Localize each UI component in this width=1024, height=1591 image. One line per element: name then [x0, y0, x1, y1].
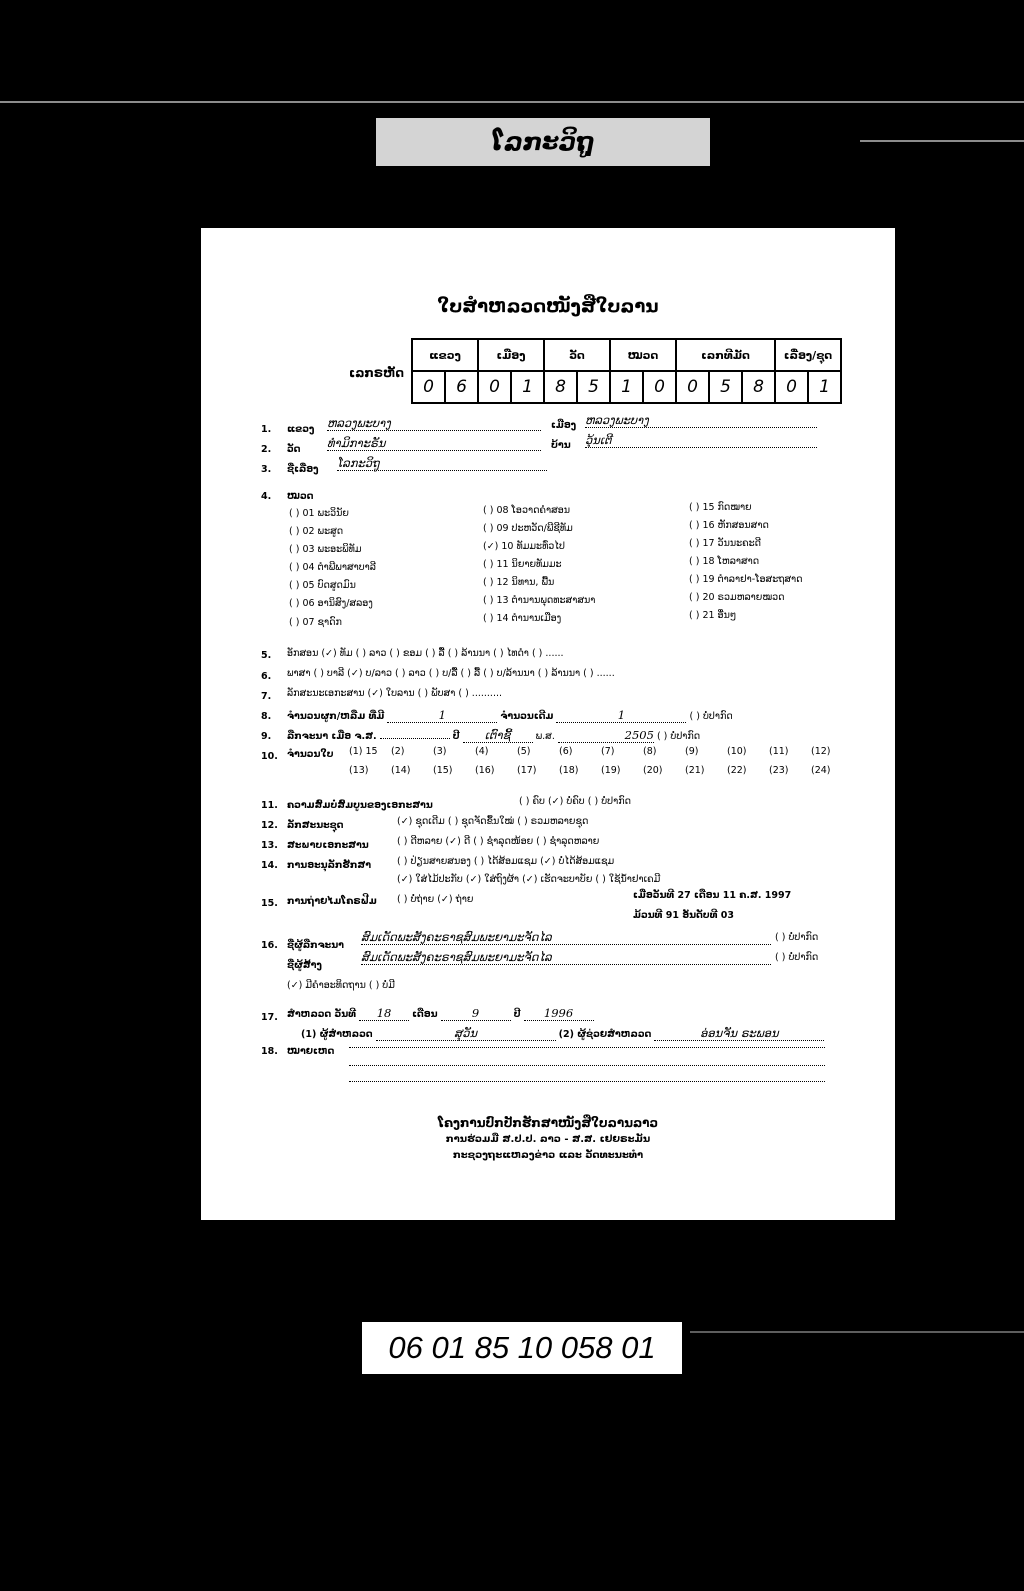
code-header: ວັດ	[544, 339, 610, 371]
surveyor-label: (1) ຜູ້ສຳຫລວດ	[301, 1029, 373, 1040]
code-header: ເມືອງ	[478, 339, 544, 371]
temple-value: ທຳມິກາະຣັນ	[327, 436, 386, 450]
category-option: ( ) 16 ຫັກສອນສາດ	[689, 520, 769, 531]
field-number: 8.	[261, 711, 272, 722]
leaf-count: (6)	[559, 746, 573, 757]
survey-month: 9	[471, 1006, 480, 1020]
category-option: ( ) 21 ອື່ນໆ	[689, 610, 737, 621]
leaf-count: (7)	[601, 746, 615, 757]
sponsor-label: ຊື່ຜູ້ສ້າງ	[287, 960, 322, 971]
category-option: ( ) 01 ພະວິນັຍ	[289, 508, 349, 519]
code-digit: 0	[412, 371, 445, 403]
leaf-count: (22)	[727, 765, 747, 776]
district-value: ຫລວງພະບາງ	[585, 413, 649, 427]
survey-form	[201, 228, 895, 1220]
scribe-label: ຊື່ຜູ້ລືກຈະນາ	[287, 940, 344, 951]
bundles-label: ຈຳນວນຜູກ/ຫລືມ ທີ່ມີ	[287, 711, 385, 722]
code-digit: 5	[709, 371, 742, 403]
leaf-count: (16)	[475, 765, 495, 776]
date-unknown: ( ) ບໍ່ປາກົດ	[656, 731, 701, 742]
leaf-count: (5)	[517, 746, 531, 757]
category-option: ( ) 20 ຣວມຫລາຍໝວດ	[689, 592, 785, 603]
category-option: ( ) 08 ໂອວາດຄຳສອນ	[483, 505, 571, 516]
title-value: ໂລກະວິຖູ	[337, 456, 380, 470]
field-number: 15.	[261, 898, 278, 909]
assistant-label: (2) ຜູ້ຊ່ວຍສຳຫລວດ	[558, 1029, 652, 1040]
code-digit: 5	[577, 371, 610, 403]
field-number: 11.	[261, 800, 278, 811]
category-option: ( ) 19 ຕຳລາຢາ-ໂອສະຖສາດ	[689, 574, 803, 585]
leaf-count: (24)	[811, 765, 831, 776]
field-number: 12.	[261, 820, 278, 831]
leaf-count: (20)	[643, 765, 663, 776]
footer-project: ໂຄງການປົກປັກຮັກສາໜັງສືໃບລານລາວ	[437, 1116, 659, 1130]
set-label: ລັກສະນະຊຸດ	[287, 820, 344, 831]
leaf-count: (18)	[559, 765, 579, 776]
scribe-value: ສົມເດັດພະສັງຄະຣາຊສົມພະຍາມະຈັດໄລ	[361, 930, 552, 944]
leaf-count: (15)	[433, 765, 453, 776]
temple-label: ວັດ	[287, 444, 301, 455]
written-label: ລືກຈະນາ ເມື່ອ ຈ.ສ.	[287, 731, 377, 742]
leaves-row-2	[349, 765, 853, 776]
code-digit: 6	[445, 371, 478, 403]
category-option: ( ) 03 ພະອະພິທັມ	[289, 544, 362, 555]
code-header: ເລື່ອງ/ຊຸດ	[775, 339, 841, 371]
village-label: ບ້ານ	[551, 440, 571, 451]
be-value: 2505	[624, 728, 654, 742]
code-header: ເລກທີມັດ	[676, 339, 775, 371]
category-option: ( ) 05 ບົດສູດມົນ	[289, 580, 356, 591]
scan-line	[690, 1331, 1024, 1333]
category-option: ( ) 12 ນິທານ, ພື້ນ	[483, 577, 555, 588]
set-options: (✓) ຊຸດເດີມ ( ) ຊຸດຈັດຂຶ້ນໃໝ່ ( ) ຣວມຫລາຍຊຸດ	[397, 816, 589, 827]
field-number: 13.	[261, 840, 278, 851]
scan-line	[860, 140, 1024, 142]
leaf-count: (4)	[475, 746, 489, 757]
leaf-count: (17)	[517, 765, 537, 776]
field-number: 1.	[261, 424, 272, 435]
field-number: 2.	[261, 444, 272, 455]
title-label: ຊື່ເລື່ອງ	[287, 464, 319, 475]
province-value: ຫລວງພະບາງ	[327, 416, 391, 430]
field-number: 17.	[261, 1012, 278, 1023]
bundles-value: 1	[438, 708, 446, 722]
registration-label: ເລກຣຫັດ	[349, 366, 404, 380]
village-value: ວຸ້ນເຕີ	[585, 433, 612, 447]
survey-day: 18	[376, 1006, 392, 1020]
field-number: 18.	[261, 1046, 278, 1057]
sponsor-unknown: ( ) ບໍ່ປາກົດ	[775, 952, 819, 963]
category-option: ( ) 18 ໂຫລາສາດ	[689, 556, 760, 567]
colophon-options: (✓) ມີຄຳອະທິດຖານ ( ) ບໍ່ມີ	[287, 980, 395, 991]
leaf-count: (1) 15	[349, 746, 378, 757]
code-digit: 0	[478, 371, 511, 403]
condition-options: ( ) ດີຫລາຍ (✓) ດີ ( ) ຊຳລຸດໜ້ອຍ ( ) ຊຳລຸດຫລາຍ	[397, 836, 600, 847]
category-option: ( ) 09 ປະຫວັດ/ພີຊີທັມ	[483, 523, 573, 534]
category-option: ( ) 11 ນິຍາຍທັມມະ	[483, 559, 562, 570]
code-digit: 0	[643, 371, 676, 403]
surveyor-value: ສຸວັນ	[454, 1026, 478, 1040]
field-number: 7.	[261, 691, 272, 702]
microfilm-date: ເມື່ອວັນທີ 27 ເດືອນ 11 ຄ.ສ. 1997	[633, 890, 792, 901]
leaf-count: (23)	[769, 765, 789, 776]
original-count-value: 1	[617, 708, 626, 722]
code-header: ແຂວງ	[412, 339, 478, 371]
code-digit: 8	[742, 371, 775, 403]
field-number: 10.	[261, 751, 278, 762]
leaf-count: (8)	[643, 746, 657, 757]
year-label: ປີ	[452, 731, 460, 742]
leaf-count: (9)	[685, 746, 699, 757]
remarks-label: ໝາຍເຫດ	[287, 1046, 335, 1057]
survey-year-label: ປີ	[513, 1009, 521, 1020]
category-option: ( ) 04 ຕຳພີພາສາບາລີ	[289, 562, 376, 573]
conservation-label: ການອະນຸລັກຮັກສາ	[287, 860, 371, 871]
language-row: ພາສາ ( ) ບາລີ (✓) ບ/ລາວ ( ) ລາວ ( ) ບ/ລື້ ( ) ລື້ ( ) ບ/ລ້ານນາ ( ) ລ້ານນາ ( ) ......	[287, 668, 615, 679]
field-number: 14.	[261, 860, 278, 871]
footer-ministry: ກະຊວງຖະແຫລງຂ່າວ ແລະ ວັດທະນະທຳ	[452, 1150, 644, 1161]
condition-label: ສະພາບເອກະສານ	[287, 840, 369, 851]
conservation-options: ( ) ປ່ຽນສາຍສນອງ ( ) ໄດ້ສ້ອມແຊມ (✓) ບໍ່ໄດ້ສ້ອມແຊມ	[397, 856, 615, 867]
form-title: ໃບສຳຫລວດໜັງສືໃບລານ	[437, 296, 659, 317]
code-digit: 0	[775, 371, 808, 403]
category-option: ( ) 13 ຕຳນານພຸດທະສາສນາ	[483, 595, 596, 606]
category-option: ( ) 14 ຕຳນານເມືອງ	[483, 613, 562, 624]
code-digit: 1	[511, 371, 544, 403]
field-number: 9.	[261, 731, 272, 742]
code-digit: 1	[610, 371, 643, 403]
field-number: 5.	[261, 650, 272, 661]
sponsor-value: ສົມເດັດພະສັງຄະຣາຊສົມພະຍາມະຈັດໄລ	[361, 950, 552, 964]
bundles-unknown: ( ) ບໍ່ປາກົດ	[689, 711, 733, 722]
scribe-unknown: ( ) ບໍ່ປາກົດ	[775, 932, 819, 943]
category-option: ( ) 02 ພະສູດ	[289, 526, 344, 537]
original-count-label: ຈຳນວນເດີມ	[500, 711, 554, 722]
category-option: ( ) 15 ກົດໝາຍ	[689, 502, 752, 513]
leaf-count: (10)	[727, 746, 747, 757]
completeness-options: ( ) ຄົບ (✓) ບໍ່ຄົບ ( ) ບໍ່ປາກົດ	[519, 796, 631, 807]
field-number: 4.	[261, 491, 272, 502]
district-label: ເມືອງ	[551, 420, 577, 431]
field-number: 6.	[261, 671, 272, 682]
survey-month-label: ເດືອນ	[412, 1009, 438, 1020]
category-option: ( ) 17 ວັນນະຄະດີ	[689, 538, 761, 549]
completeness-label: ຄວາມສົມບໍ່ສົມບູນຂອງເອກະສານ	[287, 800, 433, 811]
microfilm-label: ການຖ່າຍໄມໂຄຣຟີມ	[287, 896, 377, 907]
be-label: ພ.ສ.	[535, 731, 555, 742]
serial-number: 06 01 85 10 058 01	[362, 1322, 682, 1374]
province-label: ແຂວງ	[287, 424, 315, 435]
leaf-count: (12)	[811, 746, 831, 757]
doctype-row: ລັກສະນະເອກະສານ (✓) ໃບລານ ( ) ພັບສາ ( ) ..........	[287, 688, 502, 699]
leaves-row-1	[349, 746, 853, 757]
leaves-label: ຈຳນວນໃບ	[287, 749, 334, 760]
category-option: (✓) 10 ທັມມະທົ່ວໄປ	[483, 541, 565, 552]
conservation-options: (✓) ໃສ່ໄມ້ປະກັບ (✓) ໃສ່ຖົງຜ້າ (✓) ເຮັດຈະບາບັຍ ( ) ໃຊ້ນ້ຳຢາເຄມີ	[397, 874, 661, 885]
category-label: ໝວດ	[287, 491, 314, 502]
field-number: 3.	[261, 464, 272, 475]
code-digit: 0	[676, 371, 709, 403]
code-digit: 8	[544, 371, 577, 403]
leaf-count: (3)	[433, 746, 447, 757]
leaf-count: (19)	[601, 765, 621, 776]
assistant-value: ອ່ອນຈັນ ຣະພອນ	[700, 1026, 779, 1040]
header-label: ໂລກະວິຖູ	[376, 118, 710, 166]
leaf-count: (21)	[685, 765, 705, 776]
scan-line	[0, 101, 1024, 103]
survey-date-label: ສຳຫລວດ ວັນທີ	[287, 1009, 357, 1020]
code-table	[411, 338, 842, 404]
microfilm-roll: ມ້ວນທີ 91 ອັນດັບທີ 03	[633, 910, 735, 921]
year-value: ເຕົາຊີ້	[484, 728, 511, 742]
script-row: ອັກສອນ (✓) ທັມ ( ) ລາວ ( ) ຂອມ ( ) ລື້ ( ) ລ້ານນາ ( ) ໄທດຳ ( ) ......	[287, 648, 564, 659]
leaf-count: (14)	[391, 765, 411, 776]
code-header: ໝວດ	[610, 339, 676, 371]
microfilm-options: ( ) ບໍ່ຖ່າຍ (✓) ຖ່າຍ	[397, 894, 474, 905]
code-digit: 1	[808, 371, 841, 403]
leaf-count: (2)	[391, 746, 405, 757]
survey-year: 1996	[543, 1006, 574, 1020]
category-option: ( ) 07 ຊາດົກ	[289, 617, 342, 628]
leaf-count: (13)	[349, 765, 369, 776]
footer-cooperation: ການຮ່ວມມື ສ.ປ.ປ. ລາວ - ສ.ສ. ເຢຍຣະມັນ	[445, 1134, 651, 1145]
leaf-count: (11)	[769, 746, 789, 757]
field-number: 16.	[261, 940, 278, 951]
category-option: ( ) 06 ອານິສົງ/ສລອງ	[289, 598, 373, 609]
